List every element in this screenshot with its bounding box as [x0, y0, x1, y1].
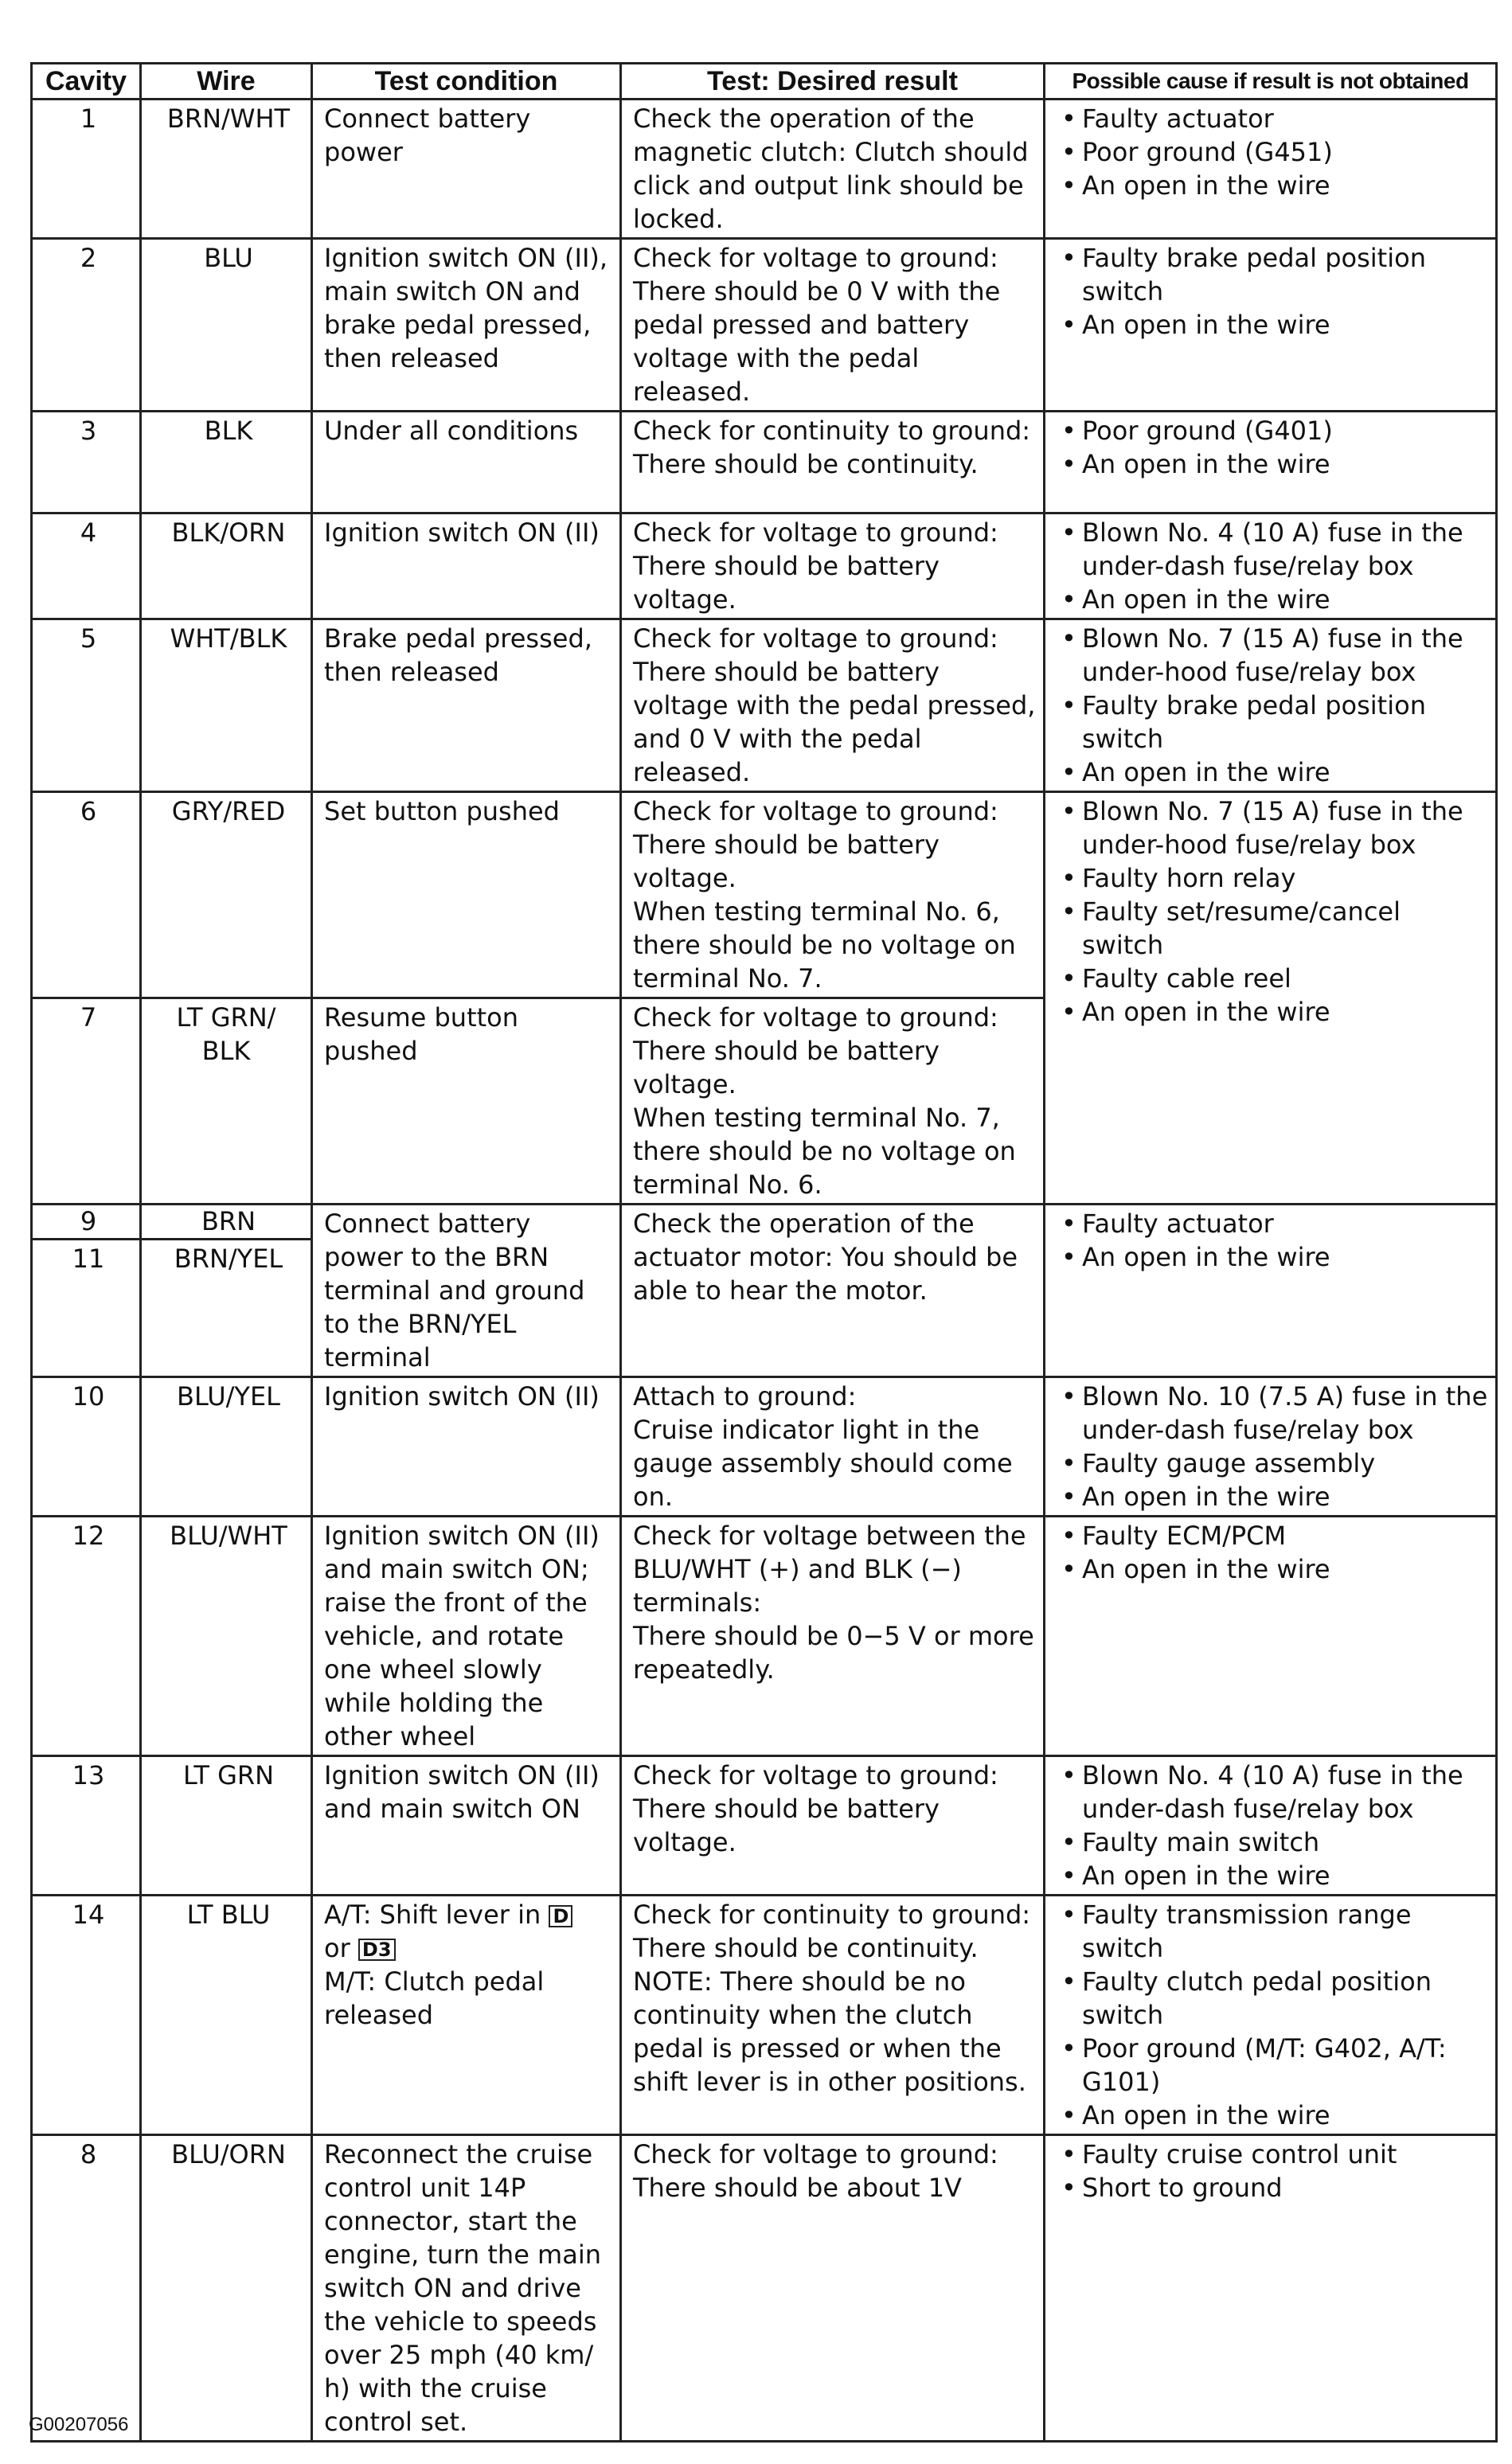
wire-cell: GRY/RED — [141, 792, 312, 998]
condition-cell: Connect battery power to the BRN terminal and ground to the BRN/YEL terminal — [312, 1205, 621, 1377]
cavity-cell: 6 — [32, 792, 141, 998]
cause-item: • Short to ground — [1057, 2171, 1489, 2204]
d-range-symbol: D — [549, 1905, 572, 1927]
result-cell — [621, 412, 1045, 513]
condition-cell: Under all conditions — [312, 412, 621, 513]
result-line: Check for voltage between the BLU/WHT (+) and BLK (−) terminals: — [633, 1521, 1026, 1618]
cause-item: • Faulty cruise control unit — [1057, 2138, 1489, 2171]
cause-item: • An open in the wire — [1057, 756, 1489, 789]
condition-cell: Set button pushed — [312, 792, 621, 998]
cause-item: • Blown No. 7 (15 A) fuse in the under-hood fuse/relay box — [1057, 622, 1489, 689]
cause-item: • Blown No. 10 (7.5 A) fuse in the under-dash fuse/relay box — [1057, 1380, 1489, 1447]
wire-cell: WHT/BLK — [141, 619, 312, 792]
table-row — [32, 513, 1497, 619]
cause-item: • An open in the wire — [1057, 1480, 1489, 1513]
table-row — [32, 792, 1497, 998]
result-line: Attach to ground: — [633, 1381, 857, 1412]
result-line: When testing terminal No. 6, there should be no voltage on terminal No. 7. — [633, 896, 1016, 994]
cause-item: • An open in the wire — [1057, 169, 1489, 202]
table-header-row — [32, 64, 1497, 100]
cause-cell — [1045, 1205, 1497, 1377]
condition-or: or — [324, 1933, 350, 1963]
table-row — [32, 619, 1497, 792]
cause-item: • An open in the wire — [1057, 1552, 1489, 1586]
wire-cell: BLK — [141, 412, 312, 513]
result-line: There should be continuity. — [633, 1933, 979, 1963]
condition-cell: Ignition switch ON (II) and main switch ON — [312, 1756, 621, 1896]
condition-cell: Ignition switch ON (II), main switch ON and brake pedal pressed, then released — [312, 239, 621, 412]
result-line: NOTE: There should be no continuity when the clutch pedal is pressed or when the shift lever is in other positions. — [633, 1966, 1026, 2097]
cause-item: • Faulty brake pedal position switch — [1057, 689, 1489, 756]
cause-cell — [1045, 1756, 1497, 1896]
cause-item: • Poor ground (M/T: G402, A/T: G101) — [1057, 2032, 1489, 2099]
cause-cell — [1045, 1517, 1497, 1756]
header-possible-cause: Possible cause if result is not obtained — [1045, 64, 1497, 100]
result-line: Check for voltage to ground: There should be battery voltage. — [633, 1002, 998, 1099]
table-row — [32, 1205, 1497, 1240]
result-line: When testing terminal No. 7, there should be no voltage on terminal No. 6. — [633, 1103, 1016, 1200]
result-cell: Check for voltage to ground: There should be about 1V — [621, 2135, 1045, 2442]
table-row — [32, 1377, 1497, 1517]
cause-item: • Blown No. 7 (15 A) fuse in the under-hood fuse/relay box — [1057, 795, 1489, 861]
wire-cell: LT GRN — [141, 1756, 312, 1896]
cause-item: • An open in the wire — [1057, 2099, 1489, 2132]
result-line: Check for voltage to ground: There should be battery voltage. — [633, 796, 998, 893]
wire-cell: BLU/ORN — [141, 2135, 312, 2442]
result-cell: Check the operation of the magnetic clutch: Clutch should click and output link should be locked. — [621, 100, 1045, 239]
condition-cell: Connect battery power — [312, 100, 621, 239]
cause-item: • Faulty set/resume/cancel switch — [1057, 895, 1489, 962]
header-desired-result: Test: Desired result — [621, 64, 1045, 100]
header-wire: Wire — [141, 64, 312, 100]
cavity-cell: 2 — [32, 239, 141, 412]
table-row — [32, 100, 1497, 239]
condition-mt: M/T: Clutch pedal released — [324, 1966, 545, 2030]
cause-item: • Faulty brake pedal position switch — [1057, 241, 1489, 308]
condition-cell: Ignition switch ON (II) — [312, 1377, 621, 1517]
table-row — [32, 1896, 1497, 2135]
cause-cell — [1045, 412, 1497, 513]
result-cell: Check for voltage to ground: There should be battery voltage with the pedal pressed, and 0 V with the pedal released. — [621, 619, 1045, 792]
result-cell — [621, 1517, 1045, 1756]
wire-cell: BRN/WHT — [141, 100, 312, 239]
cavity-cell: 13 — [32, 1756, 141, 1896]
header-test-condition: Test condition — [312, 64, 621, 100]
condition-at-prefix: A/T: Shift lever in — [324, 1900, 541, 1930]
cause-item: • Poor ground (G451) — [1057, 135, 1489, 169]
cavity-cell: 7 — [32, 998, 141, 1205]
wire-cell: LT GRN/ BLK — [141, 998, 312, 1205]
cause-cell — [1045, 2135, 1497, 2442]
condition-cell: Ignition switch ON (II) and main switch ON; raise the front of the vehicle, and rotate one wheel slowly while holding the other wheel — [312, 1517, 621, 1756]
cause-item: • Faulty ECM/PCM — [1057, 1519, 1489, 1552]
result-cell: Check for voltage to ground: There should be 0 V with the pedal pressed and battery voltage with the pedal released. — [621, 239, 1045, 412]
cause-item: • An open in the wire — [1057, 447, 1489, 481]
table-row — [32, 1756, 1497, 1896]
cause-item: • Faulty cable reel — [1057, 962, 1489, 995]
cause-item: • Faulty actuator — [1057, 1207, 1489, 1240]
wire-cell: BRN/YEL — [141, 1239, 312, 1376]
d3-range-symbol: D3 — [358, 1939, 396, 1961]
condition-cell: Reconnect the cruise control unit 14P connector, start the engine, turn the main switch ON and drive the vehicle to speeds over 25 mph (40 km/ h) with the cruise control set. — [312, 2135, 621, 2442]
result-line: There should be 0−5 V or more repeatedly. — [633, 1621, 1034, 1685]
cause-item: • Faulty gauge assembly — [1057, 1447, 1489, 1480]
cause-item: • Blown No. 4 (10 A) fuse in the under-dash fuse/relay box — [1057, 1759, 1489, 1826]
cause-cell — [1045, 792, 1497, 1205]
wire-cell: LT BLU — [141, 1896, 312, 2135]
cavity-cell: 8 — [32, 2135, 141, 2442]
table-row — [32, 412, 1497, 513]
condition-cell: Resume button pushed — [312, 998, 621, 1205]
wire-cell: BLU — [141, 239, 312, 412]
table-row — [32, 1517, 1497, 1756]
result-cell: Check the operation of the actuator motor: You should be able to hear the motor. — [621, 1205, 1045, 1377]
cause-item: • Poor ground (G401) — [1057, 414, 1489, 447]
cause-item: • Blown No. 4 (10 A) fuse in the under-dash fuse/relay box — [1057, 516, 1489, 583]
result-line: Check for continuity to ground: — [633, 416, 1031, 446]
figure-code: G00207056 — [29, 2414, 129, 2435]
cause-item: • An open in the wire — [1057, 995, 1489, 1029]
condition-cell: Ignition switch ON (II) — [312, 513, 621, 619]
condition-cell: Brake pedal pressed, then released — [312, 619, 621, 792]
cavity-cell: 4 — [32, 513, 141, 619]
cause-item: • Faulty main switch — [1057, 1826, 1489, 1859]
cause-cell — [1045, 1896, 1497, 2135]
result-cell — [621, 998, 1045, 1205]
wire-cell: BLU/YEL — [141, 1377, 312, 1517]
cause-item: • An open in the wire — [1057, 308, 1489, 342]
cause-cell — [1045, 239, 1497, 412]
cavity-cell: 3 — [32, 412, 141, 513]
result-line: There should be continuity. — [633, 449, 979, 479]
cause-item: • Faulty clutch pedal position switch — [1057, 1965, 1489, 2032]
result-cell — [621, 1896, 1045, 2135]
wire-cell: BRN — [141, 1205, 312, 1240]
condition-cell — [312, 1896, 621, 2135]
cause-cell — [1045, 1377, 1497, 1517]
cause-cell — [1045, 619, 1497, 792]
table-row — [32, 2135, 1497, 2442]
cavity-cell: 11 — [32, 1239, 141, 1376]
table-row — [32, 239, 1497, 412]
result-cell: Check for voltage to ground: There should be battery voltage. — [621, 1756, 1045, 1896]
cavity-cell: 5 — [32, 619, 141, 792]
cause-item: • Faulty horn relay — [1057, 861, 1489, 895]
result-cell — [621, 792, 1045, 998]
result-line: Cruise indicator light in the gauge assembly should come on. — [633, 1415, 1013, 1512]
cavity-cell: 12 — [32, 1517, 141, 1756]
header-cavity: Cavity — [32, 64, 141, 100]
cavity-cell: 1 — [32, 100, 141, 239]
result-line: Check for continuity to ground: — [633, 1900, 1031, 1930]
connector-test-table — [30, 62, 1498, 2443]
cause-cell — [1045, 100, 1497, 239]
cause-item: • An open in the wire — [1057, 1859, 1489, 1892]
result-cell: Check for voltage to ground: There should be battery voltage. — [621, 513, 1045, 619]
cavity-cell: 14 — [32, 1896, 141, 2135]
cavity-cell: 9 — [32, 1205, 141, 1240]
cause-item: • Faulty actuator — [1057, 102, 1489, 135]
result-cell — [621, 1377, 1045, 1517]
wire-cell: BLU/WHT — [141, 1517, 312, 1756]
cavity-cell: 10 — [32, 1377, 141, 1517]
wire-cell: BLK/ORN — [141, 513, 312, 619]
cause-cell — [1045, 513, 1497, 619]
cause-item: • Faulty transmission range switch — [1057, 1898, 1489, 1965]
cause-item: • An open in the wire — [1057, 583, 1489, 616]
cause-item: • An open in the wire — [1057, 1240, 1489, 1274]
